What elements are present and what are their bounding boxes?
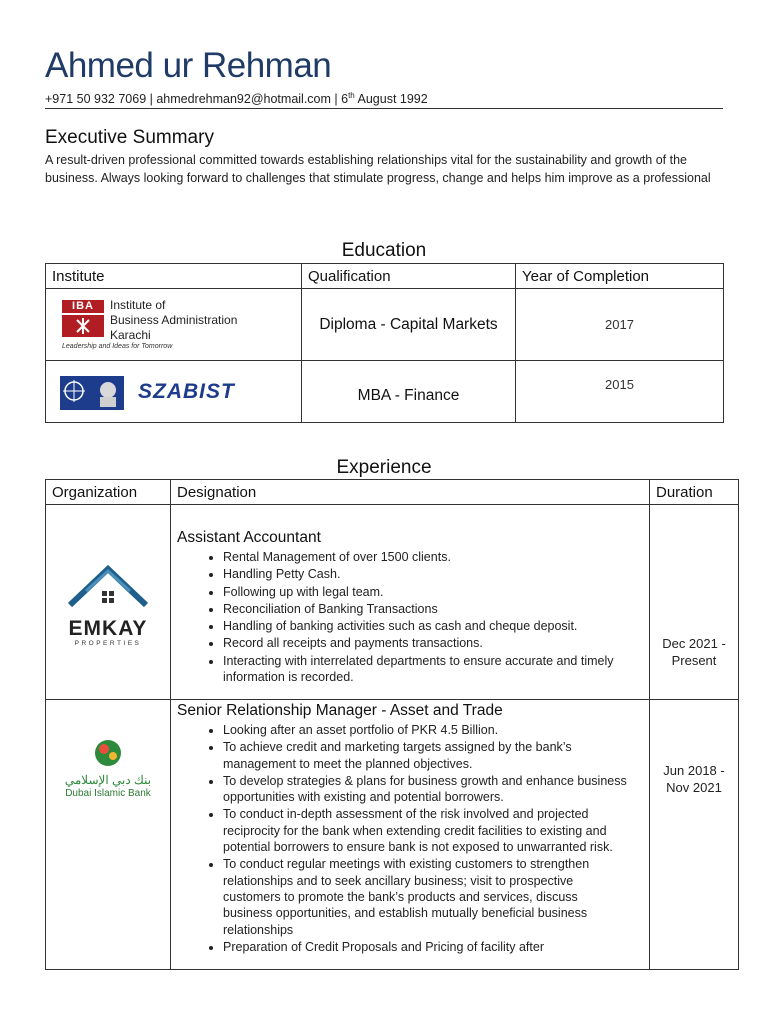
contact-line — [45, 91, 428, 106]
szabist-logo — [46, 361, 302, 423]
candidate-name: Ahmed ur Rehman — [45, 46, 332, 85]
col-qualification: Qualification — [302, 264, 516, 289]
dib-logo — [46, 700, 171, 970]
col-organization: Organization — [46, 480, 171, 505]
iba-name-line: Business Administration — [110, 312, 238, 327]
emkay-subtext: PROPERTIES — [74, 640, 142, 647]
dib-emblem-icon — [92, 738, 124, 768]
summary-title: Executive Summary — [45, 127, 214, 148]
iba-emblem-icon — [62, 315, 104, 337]
role-title: Senior Relationship Manager - Asset and Trade — [177, 702, 503, 719]
iba-logo — [46, 289, 302, 361]
experience-title: Experience — [336, 457, 432, 478]
table-row — [46, 700, 739, 970]
qualification-cell: Diploma - Capital Markets — [302, 289, 516, 361]
duration-cell: Dec 2021 - Present — [650, 505, 739, 700]
table-row — [46, 505, 739, 700]
col-duration: Duration — [650, 480, 739, 505]
duration-cell: Jun 2018 - Nov 2021 — [650, 700, 739, 970]
header-divider — [45, 108, 723, 109]
list-item: • Preparation of Credit Proposals and Pricing of facility after — [223, 939, 629, 955]
dib-arabic-name: بنك دبي الإسلامي — [64, 773, 152, 787]
col-institute: Institute — [46, 264, 302, 289]
iba-abbr: IBA — [62, 300, 104, 313]
list-item: • Rental Management of over 1500 clients. — [223, 549, 629, 565]
education-title: Education — [341, 240, 427, 261]
list-item: • Looking after an asset portfolio of PKR 4.5 Billion. — [223, 722, 629, 738]
table-row — [46, 361, 724, 423]
education-header-row — [46, 264, 724, 289]
list-item: • Handling Petty Cash. — [223, 566, 629, 582]
szabist-emblem-icon — [60, 376, 124, 410]
list-item: • To achieve credit and marketing targets assigned by the bank’s management to meet the planned objectives. — [223, 739, 629, 772]
list-item: • To develop strategies & plans for business growth and enhance business opportunities with existing and potential borrowers. — [223, 773, 629, 806]
list-item: • Handling of banking activities such as cash and cheque deposit. — [223, 618, 629, 634]
iba-name-line: Institute of — [110, 297, 166, 312]
date-ordinal: th — [348, 91, 355, 100]
education-table — [45, 263, 724, 423]
year-cell: 2015 — [516, 361, 724, 423]
list-item: • To conduct in-depth assessment of the risk involved and projected reciprocity for the bank when extending credit facilities to existing and potential borrowers to ensure bank is not exposed to unwarranted risk. — [223, 806, 629, 855]
experience-table — [45, 479, 739, 970]
qualification-cell: MBA - Finance — [302, 361, 516, 423]
col-year: Year of Completion — [516, 264, 724, 289]
iba-name-line: Karachi — [110, 327, 151, 342]
role-title: Assistant Accountant — [177, 529, 321, 546]
list-item: • Reconciliation of Banking Transactions — [223, 601, 629, 617]
szabist-wordmark: SZABIST — [138, 379, 235, 403]
table-row — [46, 289, 724, 361]
responsibilities-list — [177, 549, 629, 685]
experience-header-row — [46, 480, 739, 505]
responsibilities-list — [177, 722, 629, 955]
emkay-wordmark: EMKAY — [68, 617, 148, 640]
emkay-logo — [46, 505, 171, 700]
list-item: • Record all receipts and payments transactions. — [223, 635, 629, 651]
contact-suffix: August 1992 — [354, 92, 428, 107]
year-cell: 2017 — [516, 289, 724, 361]
dib-english-name: Dubai Islamic Bank — [65, 788, 151, 799]
summary-text: A result-driven professional committed towards establishing relationships vital for the sustainability and growth of the business. Always looking forward to challenges that stimulate progress, change and helps him improve as a professional — [45, 153, 711, 185]
col-designation: Designation — [171, 480, 650, 505]
list-item: • To conduct regular meetings with existing customers to strengthen relationships and to seek ancillary business; visit to prospective customers to promote the bank’s products and services, discuss business opportunities, and establish mutually beneficial business relationships — [223, 856, 629, 937]
contact-prefix: +971 50 932 7069 | ahmedrehman92@hotmail.com | 6 — [45, 92, 349, 107]
iba-tagline: Leadership and Ideas for Tomorrow — [62, 342, 173, 350]
list-item: • Following up with legal team. — [223, 584, 629, 600]
house-roof-icon — [66, 561, 150, 613]
list-item: • Interacting with interrelated departments to ensure accurate and timely information is recorded. — [223, 653, 629, 686]
